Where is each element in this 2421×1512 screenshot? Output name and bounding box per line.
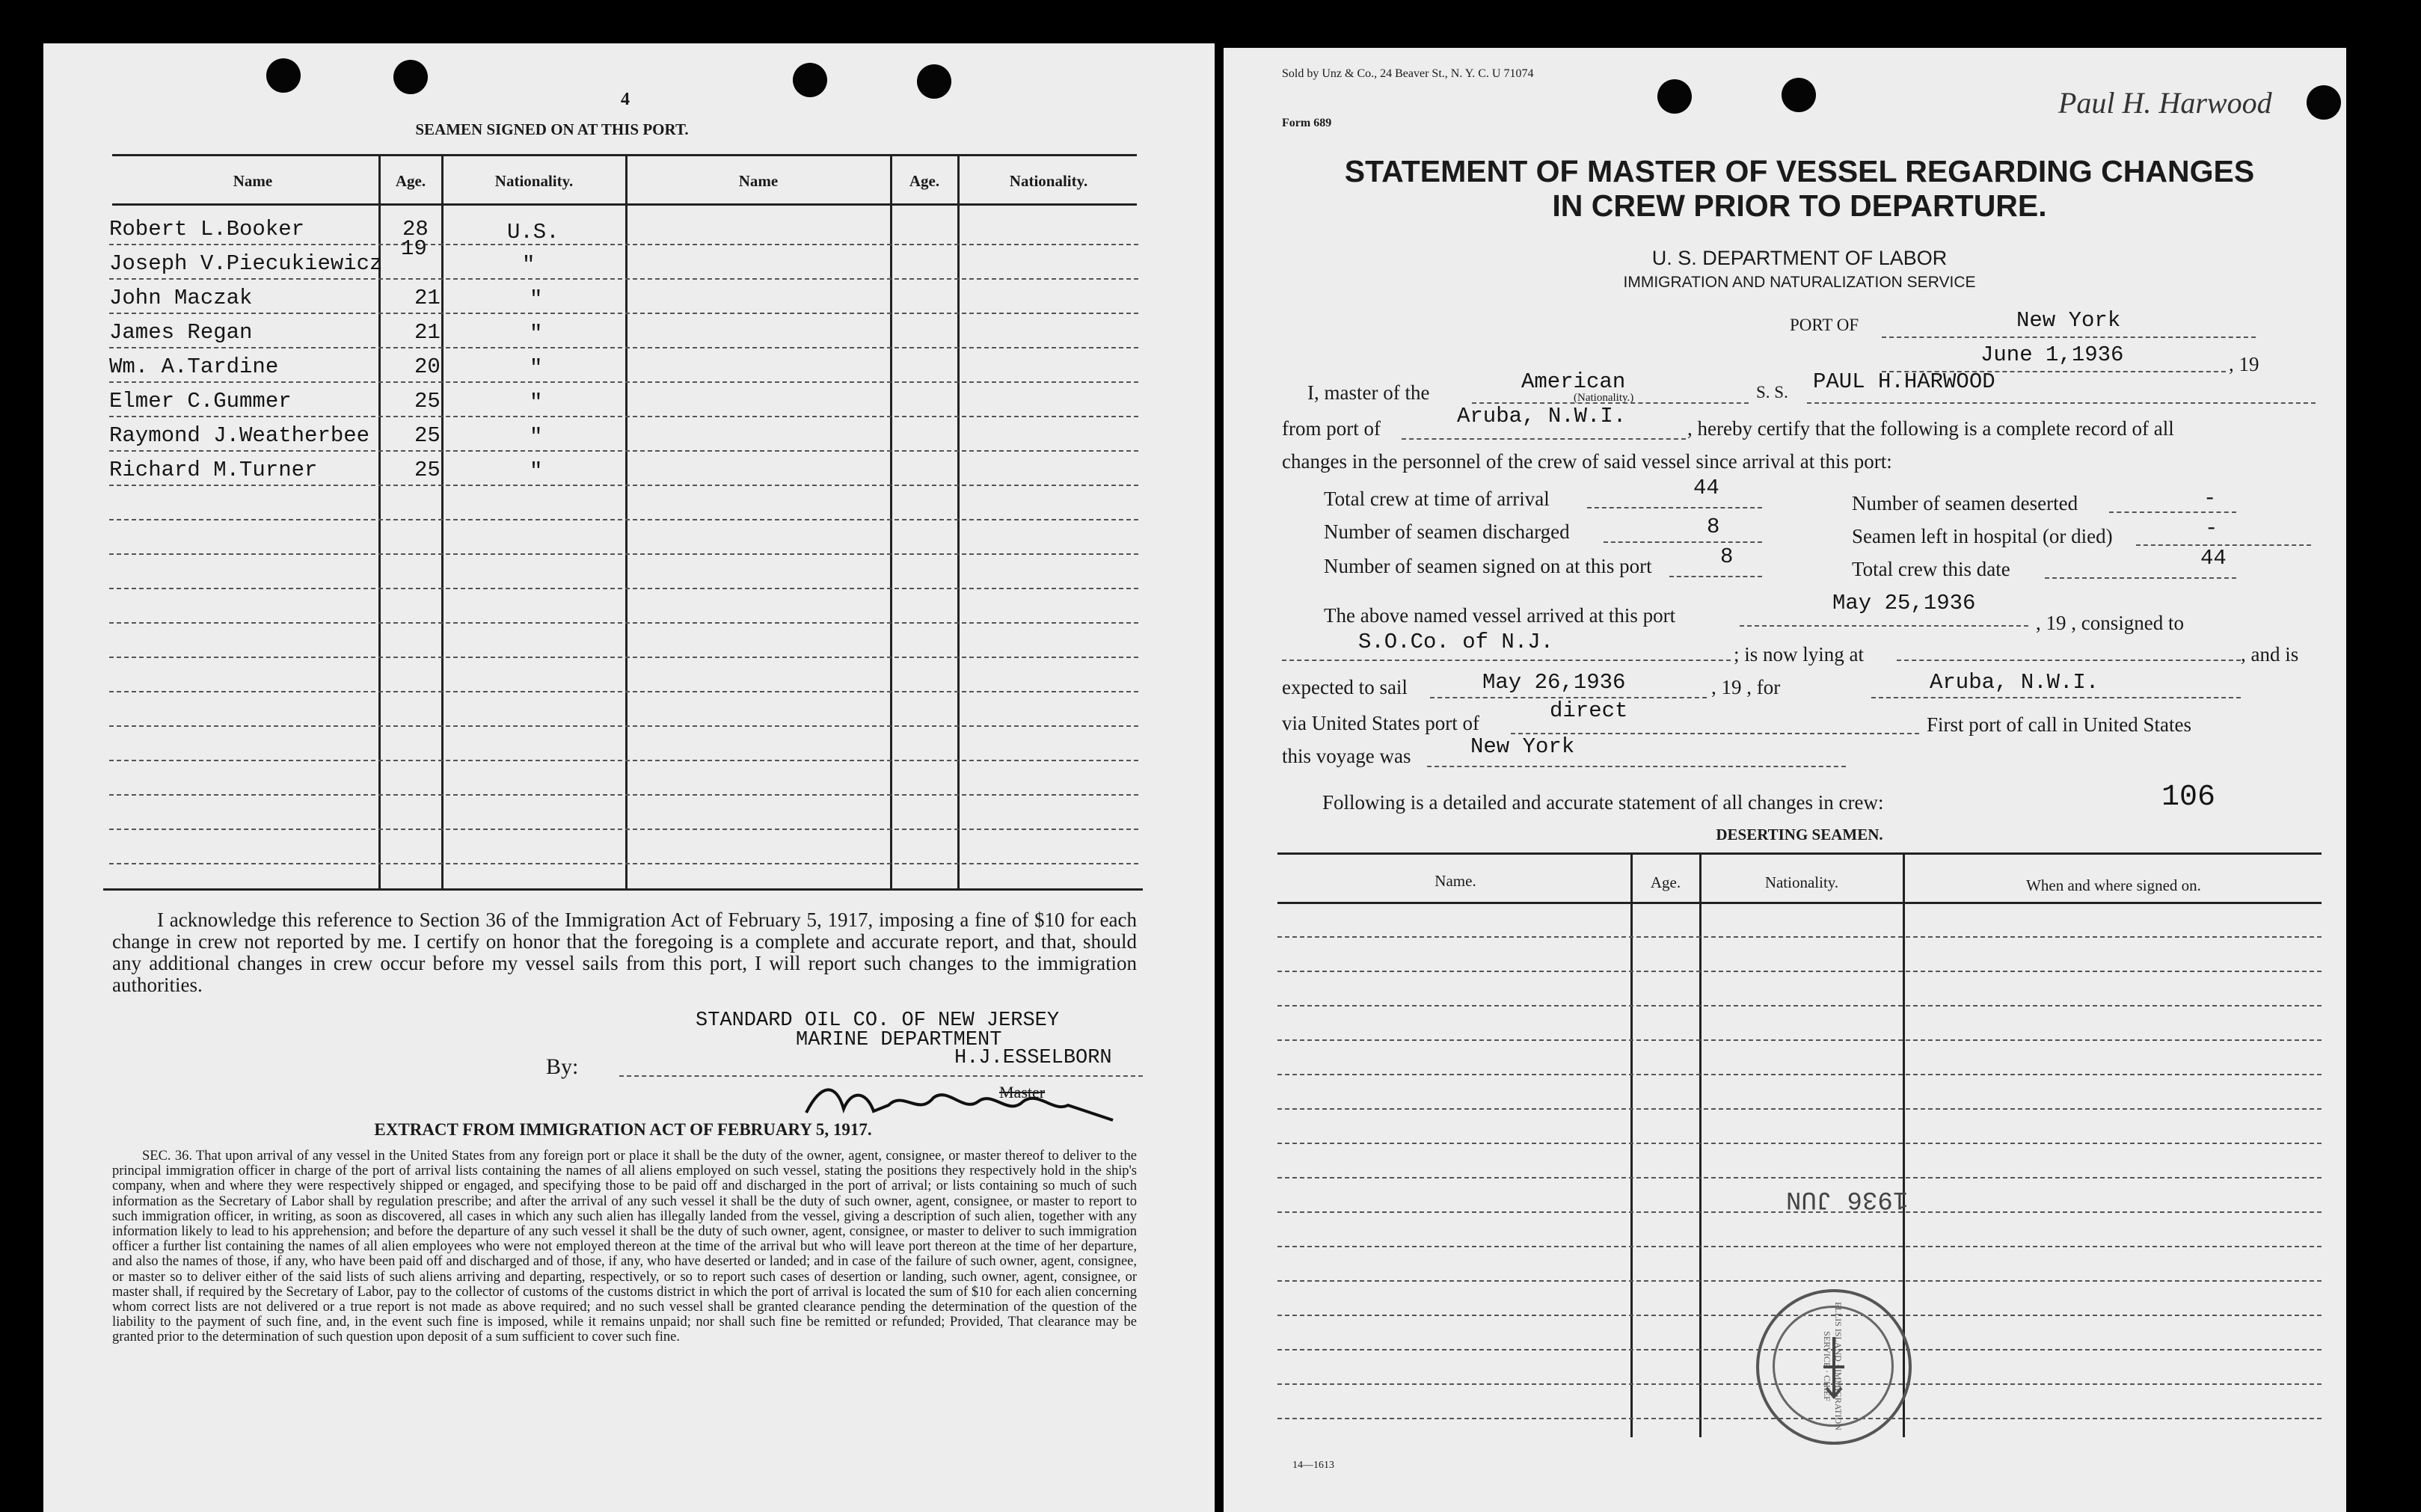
signed-on-label: Number of seamen signed on at this port [1324, 555, 1652, 577]
date-value: June 1,1936 [1980, 342, 2124, 367]
vessel-name: PAUL H.HARWOOD [1813, 369, 1995, 394]
table-row-nationality: " [530, 322, 543, 346]
ellis-island-seal [1756, 1289, 1912, 1445]
by-label: By: [546, 1054, 579, 1079]
deserting-title: DESERTING SEAMEN. [1716, 826, 1883, 843]
table-row-age: 25 [414, 389, 441, 414]
page-number: 4 [621, 90, 630, 109]
arrived-value: May 25,1936 [1832, 591, 1976, 615]
company-stamp-line: H.J.ESSELBORN [954, 1047, 1112, 1069]
hospital-value: - [2205, 516, 2218, 541]
table-rule [1277, 902, 2322, 904]
consignee-value: S.O.Co. of N.J. [1358, 630, 1554, 654]
table-rule [103, 888, 1143, 891]
col-nationality: Nationality. [494, 172, 574, 190]
col-age: Age. [395, 172, 426, 190]
total-crew-arrival-label: Total crew at time of arrival [1324, 488, 1550, 510]
table-row-name: Elmer C.Gummer [109, 389, 292, 414]
field-line [1604, 541, 1762, 543]
col-name: Name. [1435, 872, 1476, 890]
date-stamp: 1936 JUN [1786, 1184, 1909, 1213]
handwritten-note: Paul H. Harwood [2058, 86, 2272, 120]
field-line [1587, 507, 1762, 508]
extract-text: SEC. 36. That upon arrival of any vessel in the United States from any foreign port or place it shall be the duty of the owner, agent, consignee, or master thereof to deliver to the principal immigration officer in charge of the port of arrival lists containing the names of all aliens employed on such vessel, stating the positions they respectively hold in the ship's company, when and where they were respectively shipped or engaged, and specifying those to be paid off and discharged in the port of arrival; or lists containing so much of such information as the Secretary of Labor shall by regulation prescribe; and after the arrival of any such vessel it shall be the duty of such owner, agent, consignee, or master to report to such immigration officer, in writing, as soon as discovered, all cases in which any such alien has illegally landed from the vessel, giving a description of such alien, together with any information likely to lead to his apprehension; and before the departure of any such vessel it shall be the duty of such owner, agent, consignee, or master to deliver to such immigration officer a further list containing the names of all alien employees who were not employed thereon at the time of the arrival but who will leave port thereon at the time of her departure, and also the names of those, if any, who have been paid off and discharged and of those, if any, who have deserted or landed; and in case of the failure of such owner, agent, consignee, or master so to deliver either of the said lists of such aliens arriving and departing, respectively, or so to report such cases of desertion or landing, such owner, agent, consignee, or master shall, if required by the Secretary of Labor, pay to the collector of customs of the customs district in which the port of arrival is located the sum of $10 for each alien concerning whom correct lists are not delivered or a true report is not made as above required; and no such vessel shall be granted clearance pending the determination of the question of the liability to the payment of such fine, and, in the event such fine is imposed, while it remains unpaid; nor shall such fine be remitted or refunded; Provided, That clearance may be granted prior to the determination of such question upon deposit of a sum sufficient to cover such fine. [112, 1149, 1137, 1345]
company-stamp-line: STANDARD OIL CO. OF NEW JERSEY [696, 1009, 1060, 1032]
table-row-name: Richard M.Turner [109, 458, 318, 482]
voyage-label: this voyage was [1282, 745, 1411, 767]
deserted-value: - [2203, 486, 2217, 511]
punch-hole [266, 58, 301, 93]
table-row-age: 19 [401, 236, 427, 261]
col-nationality-2: Nationality. [1009, 172, 1088, 190]
col-nationality: Nationality. [1764, 873, 1839, 891]
table-row-age: 25 [414, 423, 441, 448]
table-col-rule [625, 156, 628, 888]
table-row-name: Wm. A.Tardine [109, 354, 279, 379]
col-name: Name [233, 172, 273, 190]
field-line [1669, 576, 1762, 577]
via-label: via United States port of [1282, 712, 1479, 734]
table-row-age: 21 [414, 320, 441, 345]
table-rule [112, 203, 1137, 206]
table-row-name: Raymond J.Weatherbee [109, 423, 370, 448]
punch-hole [917, 64, 951, 99]
punch-hole [1657, 79, 1692, 114]
master-of-label: I, master of the [1307, 381, 1430, 404]
printer-line: Sold by Unz & Co., 24 Beaver St., N. Y. C. U 71074 [1282, 67, 1534, 80]
punch-hole [393, 60, 428, 94]
punch-hole [1782, 78, 1816, 112]
discharged-label: Number of seamen discharged [1324, 520, 1570, 543]
field-line [2109, 511, 2236, 513]
table-row-nationality: " [530, 425, 543, 449]
col-age-2: Age. [909, 172, 940, 190]
field-line [1427, 766, 1846, 767]
footer-code: 14—1613 [1292, 1460, 1334, 1471]
table-row-name: Joseph V.Piecukiewicz [109, 251, 383, 276]
department: U. S. DEPARTMENT OF LABOR [1651, 247, 1948, 269]
field-line [1282, 660, 1731, 661]
field-line [1402, 438, 1686, 440]
company-stamp-line: MARINE DEPARTMENT [796, 1029, 1002, 1051]
certify-text: , hereby certify that the following is a complete record of all [1687, 417, 2174, 440]
table-col-rule [441, 156, 444, 888]
extract-title: EXTRACT FROM IMMIGRATION ACT OF FEBRUARY 5, 1917. [374, 1120, 872, 1139]
first-port-label: First port of call in United States [1927, 713, 2191, 736]
consigned-label: , 19 , consigned to [2036, 612, 2184, 634]
table-rule [112, 154, 1137, 156]
col-when-where: When and where signed on. [2026, 876, 2201, 894]
year-suffix: , 19 [2229, 353, 2259, 375]
left-page [43, 43, 1215, 1512]
punch-hole [2307, 85, 2341, 120]
table-row-age: 28 [402, 217, 429, 242]
table-row-nationality: " [522, 253, 536, 277]
via-value: direct [1550, 698, 1628, 723]
field-line [1882, 336, 2256, 338]
following-label: Following is a detailed and accurate statement of all changes in crew: [1322, 791, 1884, 814]
table-row-age: 20 [414, 354, 441, 379]
table-row-name: James Regan [109, 320, 253, 345]
total-crew-date-label: Total crew this date [1852, 558, 2010, 580]
table-row-nationality: " [530, 390, 543, 415]
lying-label: ; is now lying at [1734, 643, 1864, 666]
form-title-line1: STATEMENT OF MASTER OF VESSEL REGARDING CHANGES [1344, 154, 2255, 188]
table-row-nationality: " [530, 459, 543, 484]
deserted-label: Number of seamen deserted [1852, 492, 2078, 514]
total-crew-date-value: 44 [2200, 546, 2227, 571]
stamp-number: 106 [2161, 781, 2216, 814]
field-line [1740, 625, 2028, 627]
master-label: Master [999, 1083, 1046, 1101]
port-of-label: PORT OF [1790, 316, 1859, 334]
port-of-value: New York [2016, 308, 2121, 333]
service: IMMIGRATION AND NATURALIZATION SERVICE [1623, 274, 1976, 291]
for-label: , 19 , for [1711, 676, 1781, 698]
table-row-nationality: U.S. [507, 220, 559, 245]
table-col-rule [890, 156, 892, 888]
destination-value: Aruba, N.W.I. [1930, 670, 2099, 695]
field-line [1871, 697, 2241, 698]
table-row-nationality: " [530, 356, 543, 381]
field-line [1897, 660, 2241, 661]
seal-text: ELLIS ISLAND · IMMIGRATION SERVICE · CHIEF [1822, 1302, 1844, 1430]
acknowledgement-text: I acknowledge this reference to Section 36 of the Immigration Act of February 5, 1917, imposing a fine of $10 for each change in crew not reported by me. I certify on honor that the foregoing is a complete and accurate report, and that, should any additional changes in crew occur before my vessel sails from this port, I will report such changes to the immigration authorities. [112, 909, 1137, 996]
right-page [1224, 48, 2346, 1512]
table-row-name: John Maczak [109, 286, 253, 310]
arrived-label: The above named vessel arrived at this port [1324, 604, 1676, 627]
expected-value: May 26,1936 [1482, 670, 1626, 695]
table-row-nationality: " [530, 287, 543, 312]
punch-hole [793, 63, 827, 97]
table-row-age: 25 [414, 458, 441, 482]
ss-label: S. S. [1756, 383, 1788, 402]
section-title: SEAMEN SIGNED ON AT THIS PORT. [415, 120, 689, 138]
field-line [1807, 402, 2316, 404]
table-rule [1277, 852, 2322, 855]
table-col-rule [957, 156, 960, 888]
expected-label: expected to sail [1282, 676, 1408, 698]
changes-text: changes in the personnel of the crew of said vessel since arrival at this port: [1282, 450, 1892, 473]
hospital-label: Seamen left in hospital (or died) [1852, 525, 2113, 547]
signed-on-value: 8 [1720, 544, 1734, 569]
form-number: Form 689 [1282, 117, 1332, 129]
discharged-value: 8 [1707, 514, 1720, 539]
and-is-label: , and is [2241, 643, 2299, 666]
from-port-label: from port of [1282, 417, 1381, 440]
table-row-name: Robert L.Booker [109, 217, 305, 242]
table-row-age: 21 [414, 286, 441, 310]
col-name-2: Name [738, 172, 779, 190]
nationality-value: American [1521, 369, 1626, 394]
nationality-caption: (Nationality.) [1574, 392, 1634, 404]
field-line [2045, 577, 2236, 579]
first-port-value: New York [1470, 734, 1575, 759]
from-port-value: Aruba, N.W.I. [1457, 404, 1627, 428]
col-age: Age. [1650, 873, 1681, 891]
total-crew-arrival-value: 44 [1693, 476, 1719, 500]
form-title-line2: IN CREW PRIOR TO DEPARTURE. [1552, 188, 2047, 223]
